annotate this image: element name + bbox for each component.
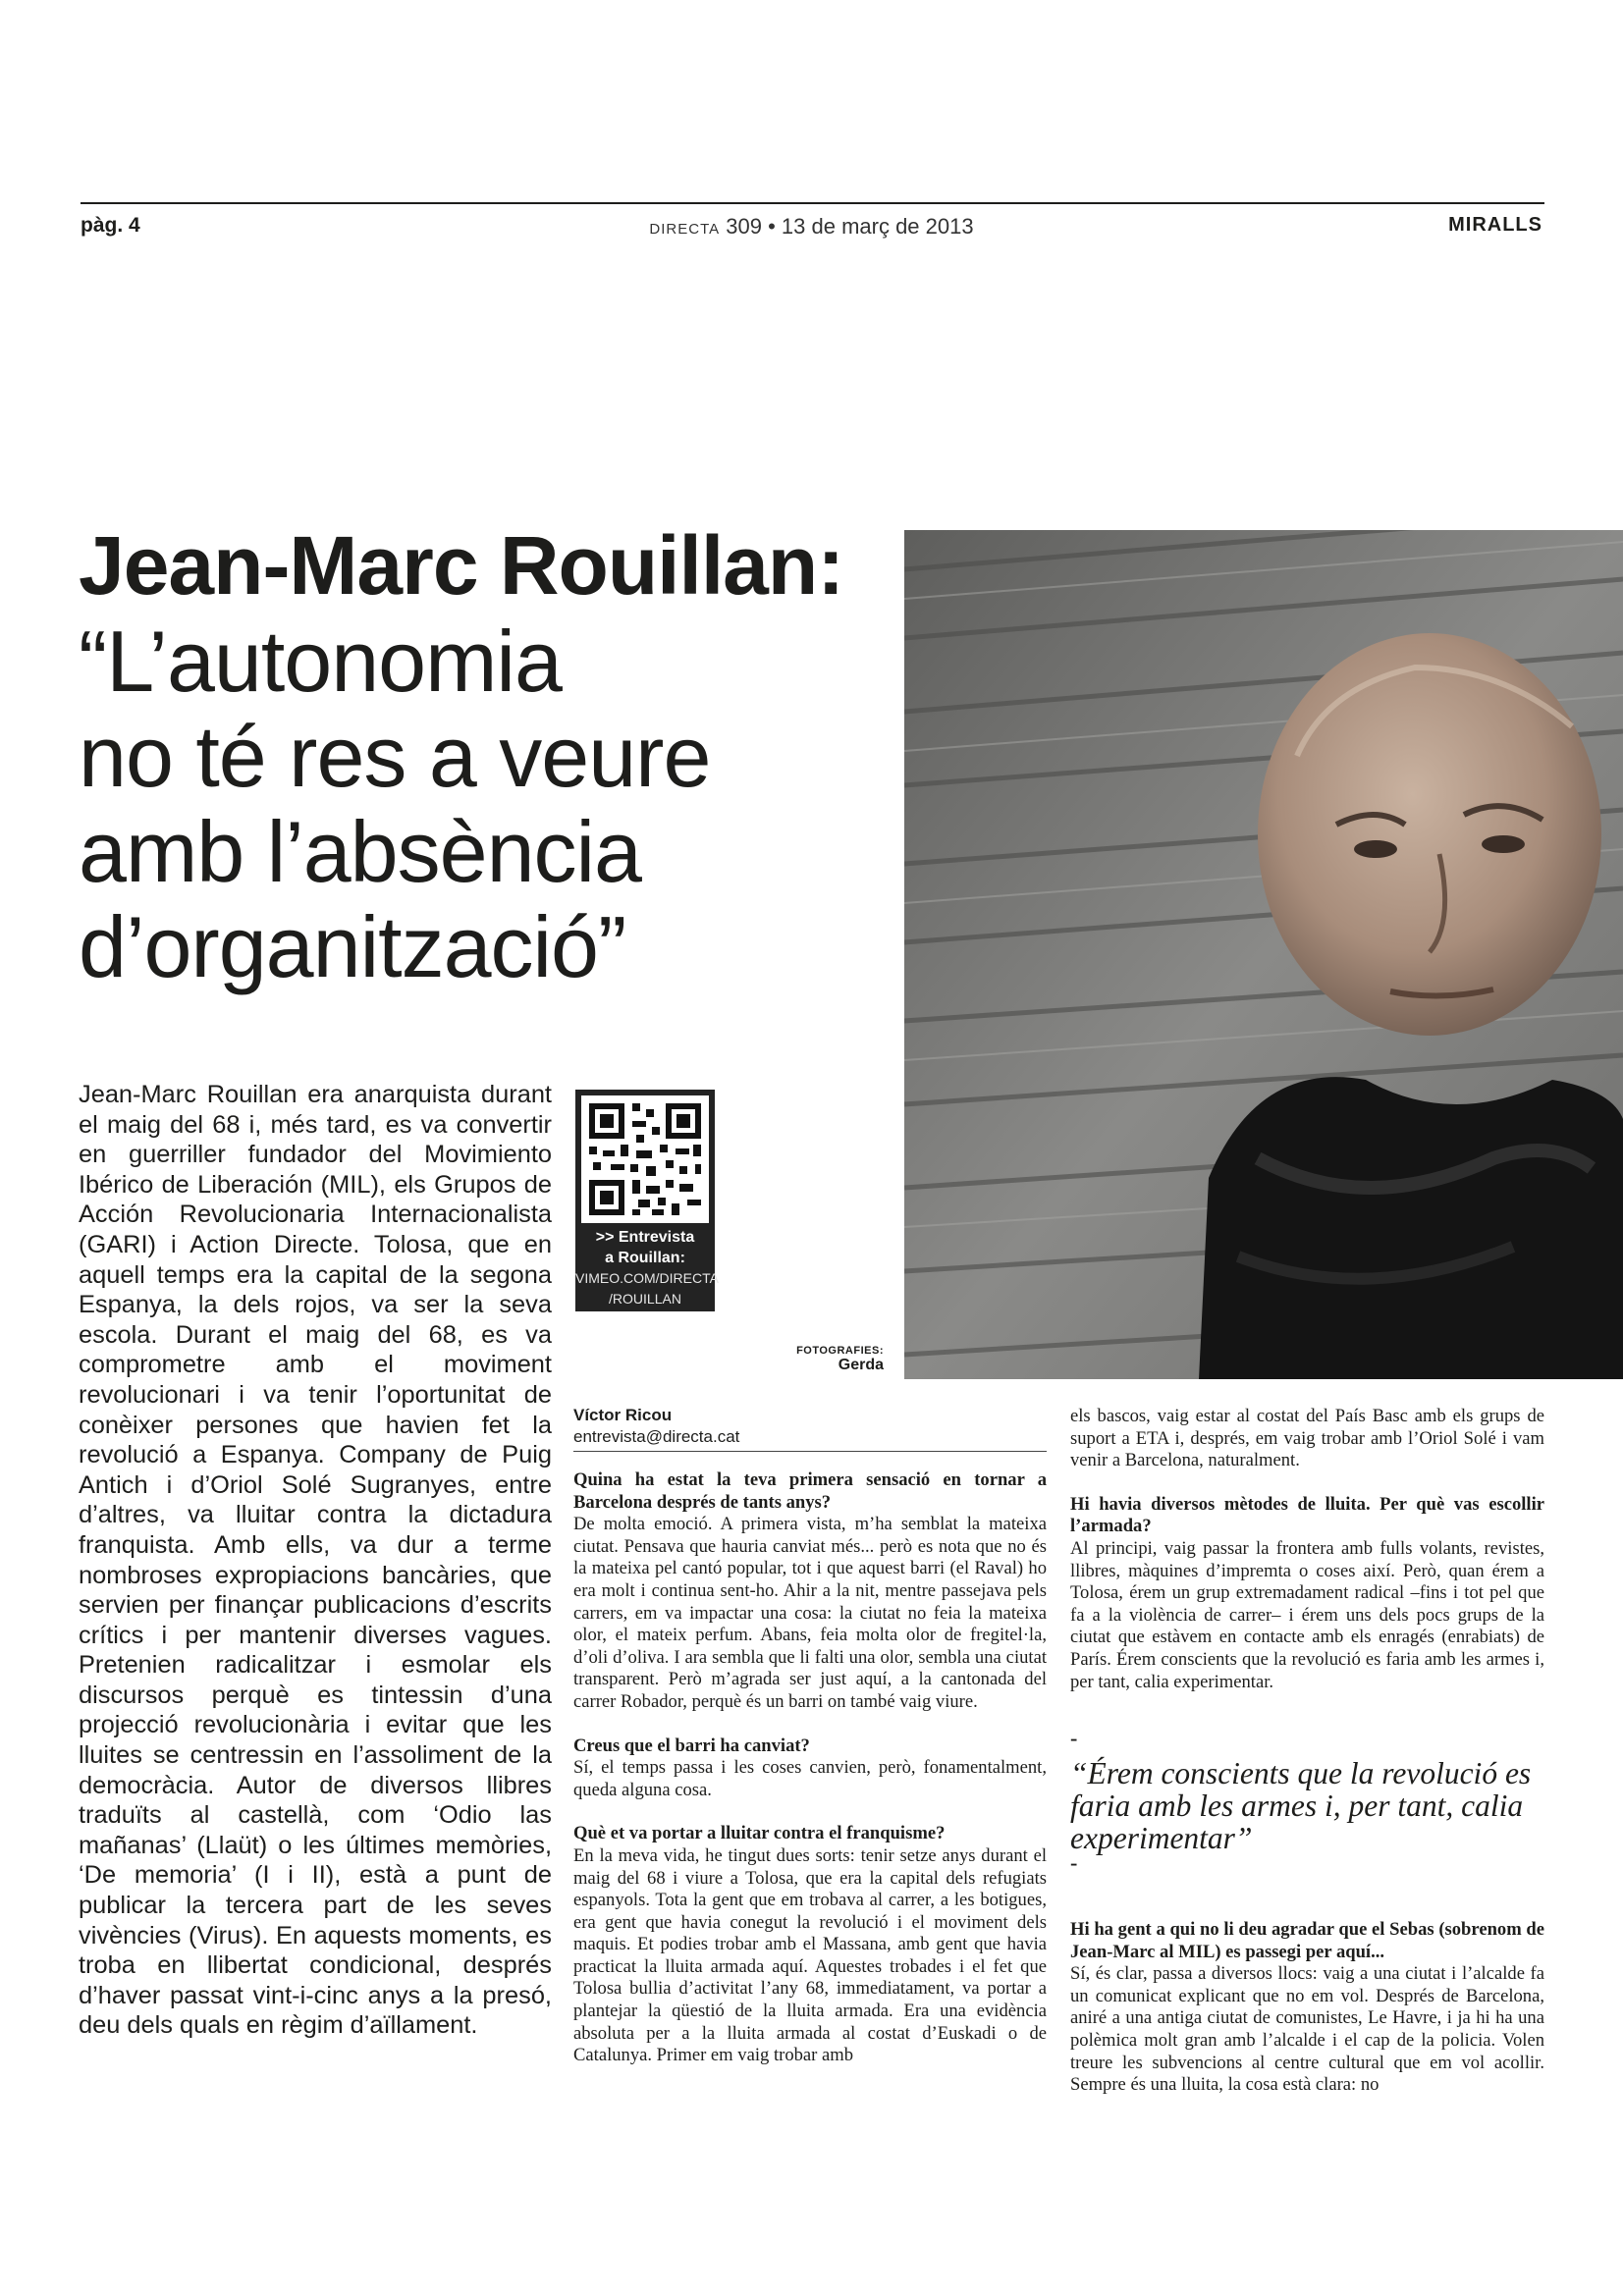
page-number: pàg. 4 — [81, 214, 140, 237]
byline — [573, 1406, 1047, 1447]
issue-line — [0, 214, 1623, 240]
answer-continued: els bascos, vaig estar al costat del País Basc amb els grups de suport a ETA i, després, em vaig trobar amb l’Oriol Solé i vam venir a Barcelona, naturalment. — [1070, 1406, 1544, 1471]
byline-author: Víctor Ricou — [573, 1406, 673, 1424]
question: Hi havia diversos mètodes de lluita. Per què vas escollir l’armada? — [1070, 1493, 1544, 1537]
video-link-label-1: >> Entrevista — [595, 1229, 695, 1246]
question: Creus que el barri ha canviat? — [573, 1735, 810, 1756]
interview-column-2-lower — [1070, 1919, 1544, 2097]
photo-credit — [727, 1345, 884, 1374]
portrait-image — [904, 530, 1623, 1379]
answer: De molta emoció. A primera vista, m’ha semblat la mateixa ciutat. Pensava que hauria canviat més... però es nota que no és la mateixa pel cantó popular, tot i que aquest barri (el Raval) ho era molt i continua sent-ho. Ahir a la nit, mentre passejava pels carrers, em va impactar una cosa: la ciutat no feia la mateixa olor, el mateix perfum. Abans, feia molta olor de fregitel·la, d’oli d’oliva. I ara sembla que li falti una olor, sembla una ciutat transparent. Però m’agrada ser just aquí, a la cantonada del carrer Robador, perquè és un barri on també vaig viure. — [573, 1514, 1047, 1712]
section-name: MIRALLS — [1448, 214, 1542, 236]
pull-quote: “Érem conscients que la revolució es faria amb les armes i, per tant, calia experimentar” — [1070, 1756, 1532, 1855]
headline — [79, 518, 903, 994]
photo-credit-name: Gerda — [838, 1357, 884, 1373]
video-link-label-2: a Rouillan: — [605, 1250, 685, 1266]
headline-name: Jean-Marc Rouillan: — [79, 519, 844, 612]
pull-quote-mark: - — [1070, 1850, 1078, 1875]
publication-name: DIRECTA — [649, 221, 721, 238]
interview-column-2 — [1070, 1406, 1544, 1693]
question: Hi ha gent a qui no li deu agradar que el Sebas (sobrenom de Jean-Marc al MIL) es passegi per aquí... — [1070, 1919, 1544, 1962]
answer: Al principi, vaig passar la frontera amb fulls volants, revistes, llibres, màquines d’impremta o coses així. Però, quan érem a Tolosa, érem un grup extremadament radical –fins i tot pel que fa a la violència de carrer– i érem uns dels pocs grups de la ciutat que estàvem en contacte amb els enragés (enrabiats) de París. Érem conscients que la revolució es faria amb les armes i, per tant, calia experimentar. — [1070, 1537, 1544, 1692]
video-url[interactable] — [575, 1268, 719, 1309]
photo-credit-label: FOTOGRAFIES: — [796, 1345, 884, 1357]
portrait-photo — [904, 530, 1623, 1379]
answer: Sí, és clar, passa a diversos llocs: vaig a una ciutat i l’alcalde fa un comunicat explicant que no em vol. Després de Barcelona, aniré a una antiga ciutat de comunistes, Le Havre, i ja hi ha una polèmica molt gran amb l’alcalde i el cap de la policia. Volen treure les subvencions al centre cultural que em vol acollir. Sempre és una lluita, la cosa està clara: no — [1070, 1963, 1544, 2096]
video-link-box[interactable] — [575, 1090, 719, 1311]
qr-code[interactable] — [581, 1095, 709, 1223]
headline-quote-line: no té res a veure — [79, 708, 711, 805]
byline-rule — [573, 1451, 1047, 1452]
headline-quote-line: d’organització” — [79, 898, 626, 995]
header-rule — [81, 202, 1544, 204]
video-url-line-1[interactable]: VIMEO.COM/DIRECTA — [575, 1270, 719, 1286]
headline-quote-line: “L’autonomia — [79, 613, 562, 710]
question: Què et va portar a lluitar contra el franquisme? — [573, 1823, 946, 1844]
video-link-title-1 — [575, 1227, 715, 1248]
video-url-line-2[interactable]: /ROUILLAN — [609, 1291, 681, 1307]
issue-date: 309 • 13 de març de 2013 — [726, 214, 974, 239]
video-link-title-2 — [575, 1248, 715, 1268]
answer: Sí, el temps passa i les coses canvien, però, fonamentalment, queda alguna cosa. — [573, 1757, 1047, 1800]
question: Quina ha estat la teva primera sensació en tornar a Barcelona després de tants anys? — [573, 1469, 1047, 1513]
answer: En la meva vida, he tingut dues sorts: tenir setze anys durant el maig del 68 i viure a Tolosa, que era la capital dels refugiats espanyols. Tota la gent que em trobava al carrer, a les botigues, era gent que havia conegut la revolució i el moviment dels maquis. Et podies trobar amb el Massana, amb gent que havia practicat la lluita armada aquí. Aquestes trobades i el fet que Tolosa bullia d’activitat l’any 68, immediatament, va portar a plantejar la qüestió de la lluita armada. Era una evidència absoluta per a la lluita armada al costat d’Euskadi o de Catalunya. Primer em vaig trobar amb — [573, 1844, 1047, 2066]
pull-quote-mark: - — [1070, 1726, 1078, 1750]
byline-email[interactable]: entrevista@directa.cat — [573, 1427, 740, 1446]
qr-code-icon — [581, 1095, 709, 1223]
lead-paragraph: Jean-Marc Rouillan era anarquista durant el maig del 68 i, més tard, es va convertir en guerriller fundador del Movimiento Ibérico de Liberación (MIL), els Grupos de Acción Revolucionaria Internacionalista (GARI) i Action Directe. Tolosa, que en aquell temps era la capital de la segona Espanya, la dels rojos, va ser la seva escola. Durant el maig del 68, es va comprometre amb el moviment revolucionari i va tenir l’oportunitat de conèixer persones que havien fet la revolució a Espanya. Company de Puig Antich i d’Oriol Solé Sugranyes, entre d’altres, va lluitar contra la dictadura franquista. Amb ells, va dur a terme nombroses expropiacions bancàries, que servien per finançar publicacions d’escrits crítics i per mantenir diverses vagues. Pretenien radicalitzar i esmolar els discursos perquè es tintessin d’una projecció revolucionària i evitar que les lluites se centressin en l’assoliment de la democràcia. Autor de diversos llibres traduïts al castellà, com ‘Odio las mañanas’ (Llaüt) o les últimes memòries, ‘De memoria’ (I i II), està a punt de publicar la tercera part de les seves vivències (Virus). En aquests moments, es troba en llibertat condicional, després d’haver passat vint-i-cinc anys a la presó, deu dels quals en règim d’aïllament. — [79, 1081, 552, 2040]
headline-quote-line: amb l’absència — [79, 803, 641, 900]
video-link-text — [575, 1227, 719, 1309]
interview-column-1 — [573, 1469, 1047, 2067]
